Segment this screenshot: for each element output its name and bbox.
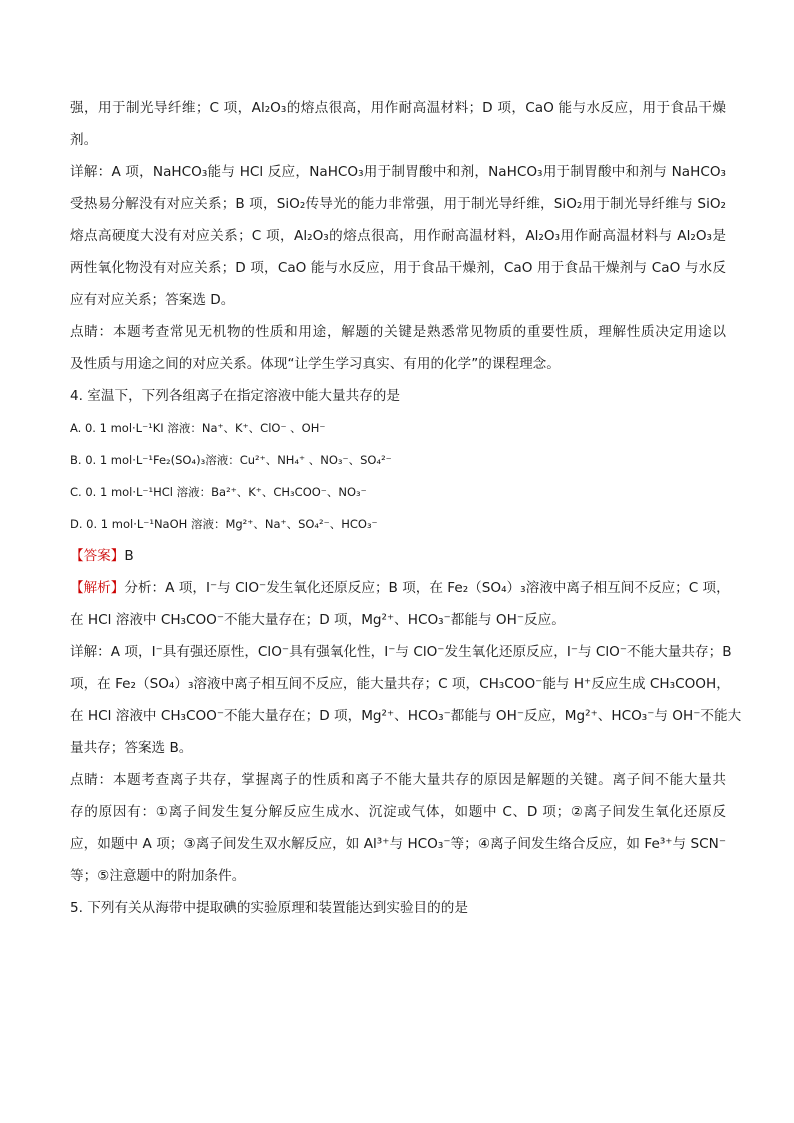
text-line: 量共存；答案选 B。: [70, 740, 193, 756]
option-c: C. 0. 1 mol·L⁻¹HCl 溶液：Ba²⁺、K⁺、CH₃COO⁻、NO₃⁻: [70, 485, 367, 499]
answer-line: [70, 540, 726, 572]
question-4-stem: 4. 室温下，下列各组离子在指定溶液中能大量共存的是: [70, 388, 400, 404]
answer-label: 【答案】: [70, 548, 125, 564]
text-line: 点睛：本题考查常见无机物的性质和用途，解题的关键是熟悉常见物质的重要性质，理解性质决定用途以: [70, 324, 726, 340]
text-line: 强，用于制光导纤维；C 项，Al₂O₃的熔点很高，用作耐高温材料；D 项，CaO 能与水反应，用于食品干燥: [70, 100, 726, 116]
text-line: 剂。: [70, 132, 98, 148]
option-a: A. 0. 1 mol·L⁻¹KI 溶液：Na⁺、K⁺、ClO⁻ 、OH⁻: [70, 421, 326, 435]
text-line: 详解：A 项，I⁻具有强还原性，ClO⁻具有强氧化性，I⁻与 ClO⁻发生氧化还原反应，I⁻与 ClO⁻不能大量共存；B: [70, 644, 732, 660]
text-line: 等；⑤注意题中的附加条件。: [70, 868, 246, 884]
text-line: 项，在 Fe₂（SO₄）₃溶液中离子相互间不反应，能大量共存；C 项，CH₃COO⁻能与 H⁺反应生成 CH₃COOH，: [70, 676, 730, 692]
text-line: 存的原因有：①离子间发生复分解反应生成水、沉淀或气体，如题中 C、D 项；②离子间发生氧化还原反: [70, 804, 726, 820]
text-line: 应，如题中 A 项；③离子间发生双水解反应，如 Al³⁺与 HCO₃⁻等；④离子间发生络合反应，如 Fe³⁺与 SCN⁻: [70, 836, 726, 852]
text-line: 在 HCl 溶液中 CH₃COO⁻不能大量存在；D 项，Mg²⁺、HCO₃⁻都能与 OH⁻反应，Mg²⁺、HCO₃⁻与 OH⁻不能大: [70, 708, 742, 724]
analysis-text: 分析：A 项，I⁻与 ClO⁻发生氧化还原反应；B 项，在 Fe₂（SO₄）₃溶液中离子相互间不反应；C 项，: [124, 580, 730, 596]
analysis-line: [70, 572, 730, 604]
question-5-stem: 5. 下列有关从海带中提取碘的实验原理和装置能达到实验目的的是: [70, 900, 468, 916]
text-line: 在 HCl 溶液中 CH₃COO⁻不能大量存在；D 项，Mg²⁺、HCO₃⁻都能与 OH⁻反应。: [70, 612, 565, 628]
option-d: D. 0. 1 mol·L⁻¹NaOH 溶液：Mg²⁺、Na⁺、SO₄²⁻、HCO₃⁻: [70, 517, 378, 531]
text-line: 受热易分解没有对应关系；B 项，SiO₂传导光的能力非常强，用于制光导纤维，SiO₂用于制光导纤维与 SiO₂: [70, 196, 726, 212]
analysis-label: 【解析】: [70, 580, 125, 596]
text-line: 及性质与用途之间的对应关系。体现“让学生学习真实、有用的化学”的课程理念。: [70, 356, 560, 372]
option-b: B. 0. 1 mol·L⁻¹Fe₂(SO₄)₃溶液：Cu²⁺、NH₄⁺ 、NO₃⁻、SO₄²⁻: [70, 453, 392, 467]
answer-value: B: [124, 548, 134, 564]
text-line: 详解：A 项，NaHCO₃能与 HCl 反应，NaHCO₃用于制胃酸中和剂，NaHCO₃用于制胃酸中和剂与 NaHCO₃: [70, 164, 726, 180]
text-line: 两性氧化物没有对应关系；D 项，CaO 能与水反应，用于食品干燥剂，CaO 用于食品干燥剂与 CaO 与水反: [70, 260, 726, 276]
text-line: 熔点高硬度大没有对应关系；C 项，Al₂O₃的熔点很高，用作耐高温材料，Al₂O₃用作耐高温材料与 Al₂O₃是: [70, 228, 726, 244]
text-line: 应有对应关系；答案选 D。: [70, 292, 235, 308]
text-line: 点睛：本题考查离子共存，掌握离子的性质和离子不能大量共存的原因是解题的关键。离子间不能大量共: [70, 772, 726, 788]
document-page: [70, 92, 742, 924]
